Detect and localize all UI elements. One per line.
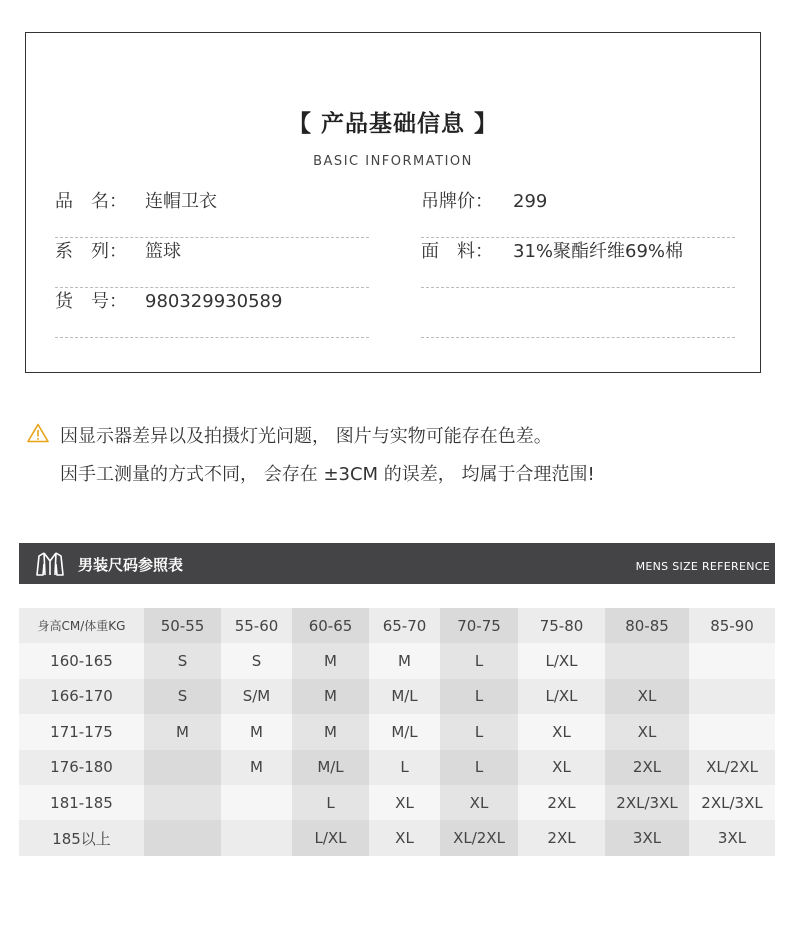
size-cell	[144, 750, 221, 785]
size-cell: 3XL	[689, 820, 775, 855]
size-cell: S	[144, 679, 221, 714]
size-cell: M	[292, 679, 369, 714]
size-cell: XL	[369, 820, 440, 855]
size-cell: S/M	[221, 679, 292, 714]
size-cell: 2XL	[605, 750, 689, 785]
height-cell: 176-180	[19, 750, 144, 785]
info-label: 品 名：	[55, 191, 127, 212]
size-cell: L	[369, 750, 440, 785]
table-row	[19, 643, 775, 678]
height-cell: 171-175	[19, 714, 144, 749]
size-cell	[144, 820, 221, 855]
size-cell	[689, 643, 775, 678]
size-cell	[221, 820, 292, 855]
size-cell	[144, 785, 221, 820]
weight-header: 50-55	[144, 608, 221, 643]
size-cell: M	[292, 714, 369, 749]
info-value: 篮球	[145, 241, 181, 262]
size-cell: L/XL	[518, 643, 605, 678]
height-cell: 185以上	[19, 820, 144, 855]
size-cell: M/L	[369, 714, 440, 749]
table-header-row	[19, 608, 775, 643]
info-value: 980329930589	[145, 291, 283, 312]
size-cell: L	[440, 643, 518, 678]
size-cell: M/L	[369, 679, 440, 714]
info-value: 299	[513, 191, 548, 212]
size-cell: L	[440, 679, 518, 714]
info-row-material	[421, 238, 735, 288]
size-cell: XL	[605, 714, 689, 749]
table-row	[19, 785, 775, 820]
size-cell: L	[440, 750, 518, 785]
size-cell: 2XL/3XL	[689, 785, 775, 820]
size-cell: XL/2XL	[689, 750, 775, 785]
size-chart-header	[19, 543, 775, 584]
weight-header: 55-60	[221, 608, 292, 643]
size-cell: XL/2XL	[440, 820, 518, 855]
size-chart-title: 男装尺码参照表	[78, 556, 184, 574]
size-cell: M	[292, 643, 369, 678]
weight-header: 70-75	[440, 608, 518, 643]
size-cell: M	[144, 714, 221, 749]
product-info-panel	[25, 32, 761, 373]
table-row	[19, 714, 775, 749]
size-cell: L/XL	[292, 820, 369, 855]
info-subtitle: BASIC INFORMATION	[313, 154, 473, 169]
info-title: 【 产品基础信息 】	[287, 111, 498, 137]
info-label: 吊牌价：	[421, 191, 493, 212]
size-cell: M/L	[292, 750, 369, 785]
size-cell: M	[221, 750, 292, 785]
size-cell: M	[221, 714, 292, 749]
info-row-empty	[421, 288, 735, 338]
notice-line-2: 因手工测量的方式不同， 会存在 ±3CM 的误差， 均属于合理范围!	[60, 464, 595, 485]
size-cell: XL	[440, 785, 518, 820]
size-cell: S	[144, 643, 221, 678]
info-row-name	[55, 188, 369, 238]
table-row	[19, 820, 775, 855]
size-cell: XL	[605, 679, 689, 714]
size-cell: XL	[369, 785, 440, 820]
size-cell: XL	[518, 750, 605, 785]
size-cell: 3XL	[605, 820, 689, 855]
info-row-series	[55, 238, 369, 288]
height-cell: 166-170	[19, 679, 144, 714]
info-value: 连帽卫衣	[145, 191, 217, 212]
table-row	[19, 750, 775, 785]
size-cell: S	[221, 643, 292, 678]
weight-header: 65-70	[369, 608, 440, 643]
size-cell: L/XL	[518, 679, 605, 714]
weight-header: 60-65	[292, 608, 369, 643]
weight-header: 85-90	[689, 608, 775, 643]
weight-header: 80-85	[605, 608, 689, 643]
info-label: 面 料：	[421, 241, 493, 262]
size-cell	[605, 643, 689, 678]
size-cell: L	[440, 714, 518, 749]
size-cell: 2XL	[518, 785, 605, 820]
weight-header: 75-80	[518, 608, 605, 643]
jacket-logo-icon	[35, 550, 65, 578]
info-row-price	[421, 188, 735, 238]
size-cell: M	[369, 643, 440, 678]
info-label: 货 号：	[55, 291, 127, 312]
size-cell: XL	[518, 714, 605, 749]
size-cell	[689, 714, 775, 749]
info-row-sku	[55, 288, 369, 338]
corner-header: 身高CM/体重KG	[19, 608, 144, 643]
info-value: 31%聚酯纤维69%棉	[513, 241, 684, 262]
height-cell: 181-185	[19, 785, 144, 820]
size-cell: 2XL	[518, 820, 605, 855]
size-cell	[221, 785, 292, 820]
info-label: 系 列：	[55, 241, 127, 262]
table-row	[19, 679, 775, 714]
height-cell: 160-165	[19, 643, 144, 678]
notice-line-1: 因显示器差异以及拍摄灯光问题， 图片与实物可能存在色差。	[60, 426, 552, 447]
warning-icon	[27, 423, 49, 443]
size-cell	[689, 679, 775, 714]
size-table	[19, 608, 775, 856]
size-cell: 2XL/3XL	[605, 785, 689, 820]
size-chart-reference: MENS SIZE REFERENCE	[635, 560, 770, 573]
size-cell: L	[292, 785, 369, 820]
